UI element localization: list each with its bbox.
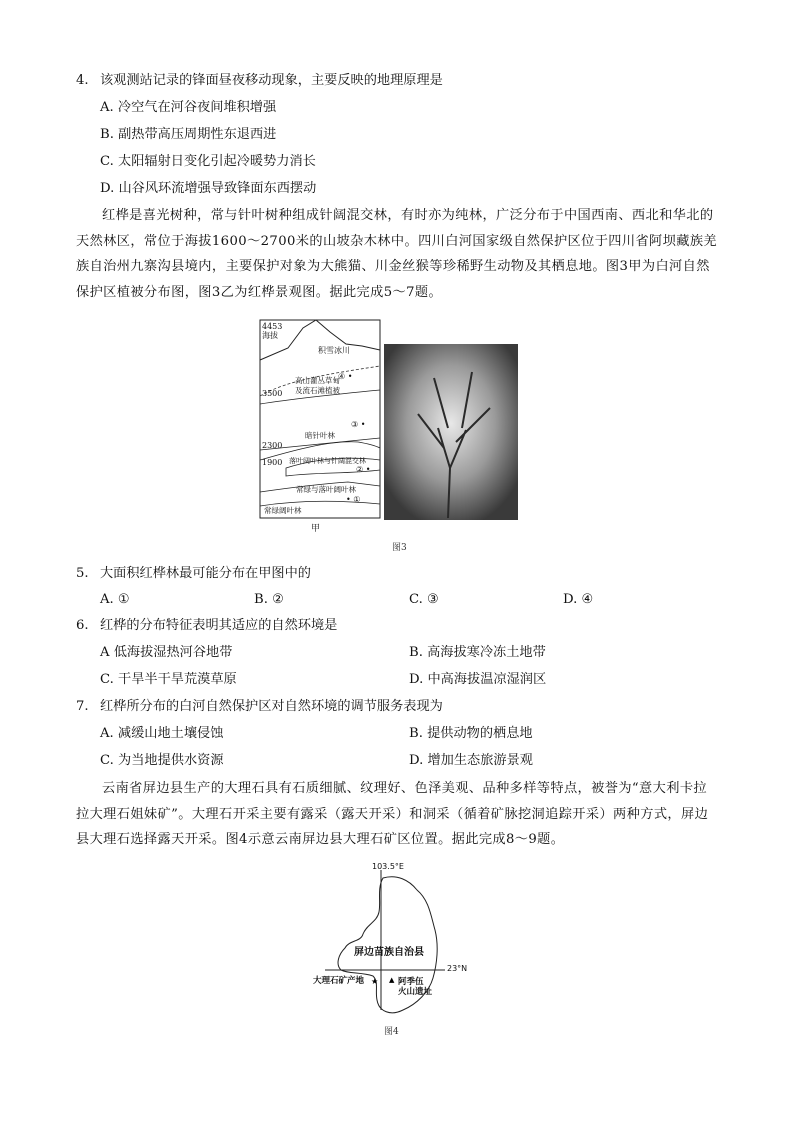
red-birch-photo bbox=[384, 344, 518, 520]
q6-stem: 红桦的分布特征表明其适应的自然环境是 bbox=[100, 618, 338, 633]
fig3-marker-4: ④ • bbox=[338, 372, 353, 381]
q5-number: 5. bbox=[76, 566, 89, 581]
fig4-volcano-label: 阿季伍 火山遗址 bbox=[398, 977, 433, 997]
fig3-sublabel-jia: 甲 bbox=[311, 524, 321, 534]
q7-option-b: B. 提供动物的栖息地 bbox=[409, 726, 533, 741]
fig3-zone-evergreen-deciduous: 常绿与落叶阔叶林 bbox=[296, 485, 356, 494]
q6-option-a: A 低海拔湿热河谷地带 bbox=[100, 645, 233, 660]
q5-option-d: D. ④ bbox=[563, 592, 594, 607]
fig3-marker-3: ③ • bbox=[351, 420, 366, 429]
q6-option-b: B. 高海拔寒冷冻土地带 bbox=[409, 645, 546, 660]
fig3-marker-2: ② • bbox=[356, 465, 371, 474]
figure-4-map bbox=[305, 860, 485, 1030]
fig3-caption: 图3 bbox=[392, 543, 407, 553]
fig4-caption: 图4 bbox=[384, 1027, 399, 1037]
fig3-zone-snow: 积雪冰川 bbox=[318, 346, 350, 355]
passage-pingbian-marble: 云南省屏边县生产的大理石具有石质细腻、纹理好、色泽美观、品种多样等特点，被誉为“意大利卡拉拉大理石姐妹矿”。大理石开采主要有露采（露天开采）和洞采（循着矿脉挖洞追踪开采）两种方式，屏边县大理石选择露天开采。图4示意云南屏边县大理石矿区位置。据此完成8～9题。 bbox=[76, 781, 709, 848]
fig3-marker-1: • ① bbox=[346, 495, 361, 504]
q7-stem: 红桦所分布的白河自然保护区对自然环境的调节服务表现为 bbox=[100, 699, 443, 714]
q5-option-b: B. ② bbox=[254, 592, 284, 607]
fig3-elev-2300: 2300 bbox=[262, 441, 283, 450]
fig4-county-label: 屏边苗族自治县 bbox=[354, 947, 424, 958]
fig3-elev-1900: 1900 bbox=[262, 458, 283, 467]
q7-option-c: C. 为当地提供水资源 bbox=[100, 753, 224, 768]
q6-option-c: C. 干旱半干旱荒漠草原 bbox=[100, 672, 237, 687]
figure-3 bbox=[258, 318, 520, 550]
q4-option-a: A. 冷空气在河谷夜间堆积增强 bbox=[100, 100, 277, 115]
q7-number: 7. bbox=[76, 699, 89, 714]
q4-option-c: C. 太阳辐射日变化引起冷暖势力消长 bbox=[100, 154, 316, 169]
fig4-longitude-label: 103.5°E bbox=[372, 862, 404, 871]
passage-hongzhi: 红桦是喜光树种，常与针叶树种组成针阔混交林，有时亦为纯林，广泛分布于中国西南、西北和华北的天然林区，常位于海拔1600～2700米的山坡杂木林中。四川白河国家级自然保护区位于四川省阿坝藏族羌族自治州九寨沟县境内，主要保护对象为大熊猫、川金丝猴等珍稀野生动物及其栖息地。图3甲为白河自然保护区植被分布图，图3乙为红桦景观图。据此完成5～7题。 bbox=[76, 208, 717, 300]
volcano-site-icon: ▲ bbox=[389, 976, 395, 984]
quarry-star-icon: ★ bbox=[371, 977, 379, 986]
fig4-latitude-label: 23°N bbox=[447, 964, 468, 973]
q5-option-a: A. ① bbox=[100, 592, 130, 607]
fig3-zone-mixed: 落叶阔叶林与针阔混交林 bbox=[289, 457, 366, 465]
fig3-zone-evergreen: 常绿阔叶林 bbox=[264, 506, 302, 515]
q5-option-c: C. ③ bbox=[409, 592, 439, 607]
q6-number: 6. bbox=[76, 618, 89, 633]
fig3-zone-dark-conifer: 暗针叶林 bbox=[305, 431, 335, 440]
q6-option-d: D. 中高海拔温凉湿润区 bbox=[409, 672, 547, 687]
q4-number: 4. bbox=[76, 73, 89, 88]
fig3-elev-4453: 4453 海拔 bbox=[262, 322, 283, 340]
q7-option-a: A. 减缓山地土壤侵蚀 bbox=[100, 726, 224, 741]
q4-option-b: B. 副热带高压周期性东退西进 bbox=[100, 127, 277, 142]
fig4-quarry-label: 大理石矿产地 bbox=[313, 976, 365, 986]
q4-option-d: D. 山谷风环流增强导致锋面东西摆动 bbox=[100, 181, 317, 196]
fig3-elev-3500: 3500 bbox=[262, 389, 283, 398]
q4-stem: 该观测站记录的锋面昼夜移动现象，主要反映的地理原理是 bbox=[100, 73, 443, 88]
q7-option-d: D. 增加生态旅游景观 bbox=[409, 753, 533, 768]
fig3-zone-alpine: 高山灌丛草甸 及流石滩植被 bbox=[295, 376, 340, 395]
q5-stem: 大面积红桦林最可能分布在甲图中的 bbox=[100, 566, 311, 581]
